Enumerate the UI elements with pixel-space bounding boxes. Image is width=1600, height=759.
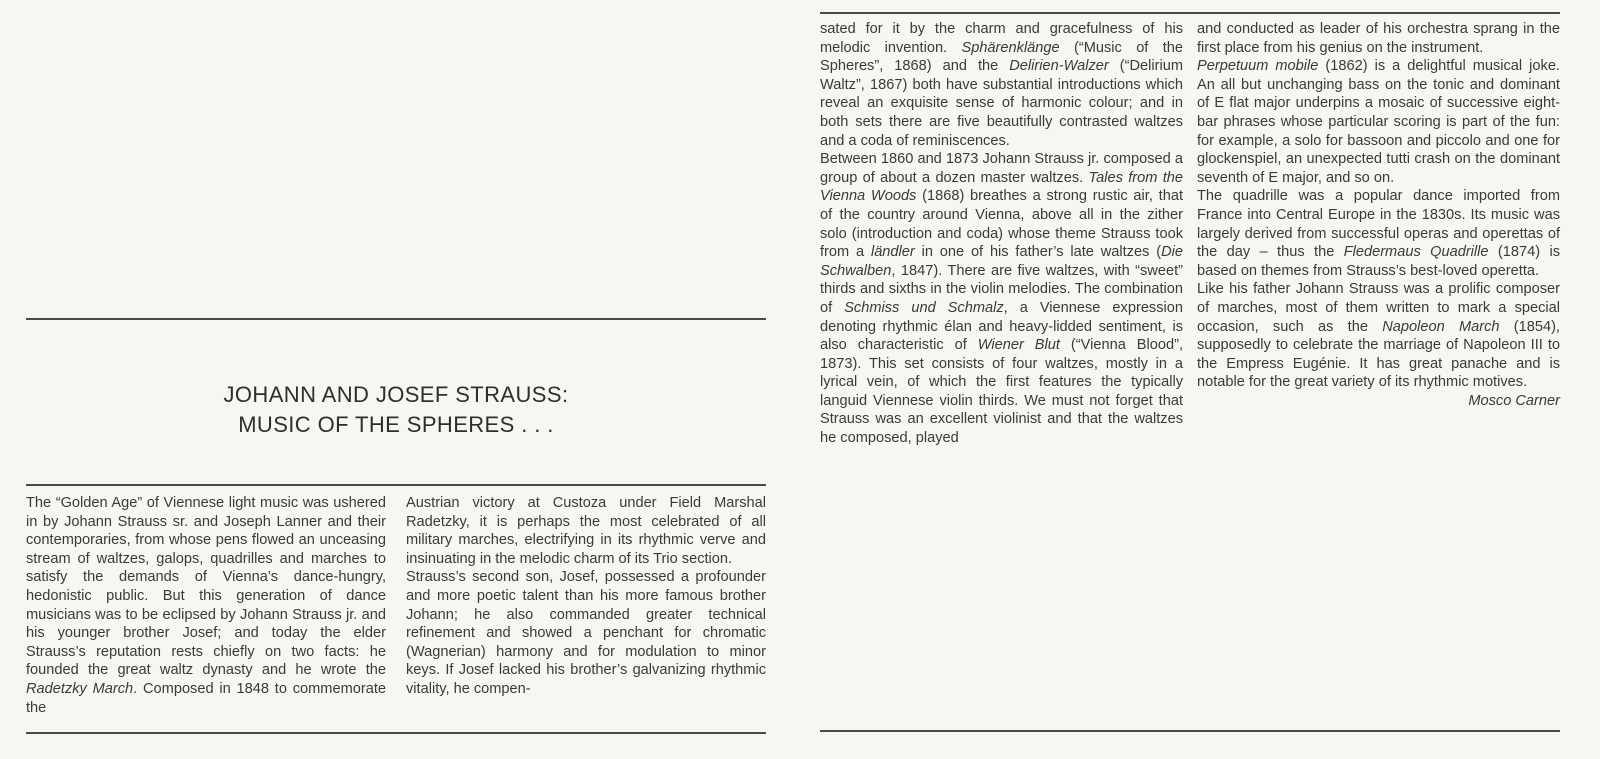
paragraph: and conducted as leader of his orchestra sprang in the first place from his genius on the instrument. <box>1197 21 1560 56</box>
paragraph: Perpetuum mobile (1862) is a delightful musical joke. An all but unchanging bass on the tonic and dominant of E flat major underpins a mosaic of successive eight-bar phrases whose particular scoring is part of the fun: for example, a solo for bassoon and piccolo and one for glockenspiel, an unexpected tutti crash on the dominant seventh of E major, and so on. <box>1197 58 1560 186</box>
title-bottom-rule <box>26 484 766 486</box>
paragraph: Austrian victory at Custoza under Field Marshal Radetzky, it is perhaps the most celebrated of all military marches, electrifying in its rhythmic verve and insinuating in the melodic charm of its Trio section. <box>406 495 766 567</box>
left-column-1 <box>26 494 386 717</box>
paragraph: Strauss’s second son, Josef, possessed a profounder and more poetic talent than his more famous brother Johann; he also commanded greater technical refinement and showed a penchant for chromatic (Wagnerian) harmony and for modulation to minor keys. If Josef lacked his brother’s galvanizing rhythmic vitality, he compen- <box>406 569 766 697</box>
top-rule <box>820 12 1560 14</box>
paragraph: The “Golden Age” of Viennese light music was ushered in by Johann Strauss sr. and Joseph Lanner and their contemporaries, from whose pens flowed an unceasing stream of waltzes, galops, quadrilles and marches to satisfy the demands of Vienna’s dance-hungry, hedonistic public. But this generation of dance musicians was to be eclipsed by Johann Strauss jr. and his younger brother Josef; and today the elder Strauss’s reputation rests chiefly on two facts: he founded the great waltz dynasty and he wrote the Radetzky March. Composed in 1848 to commemorate the <box>26 495 386 716</box>
paragraph: The quadrille was a popular dance imported from France into Central Europe in the 1830s. Its music was largely derived from successful operas and operettas of the day – thus the Fledermaus Quadrille (1874) is based on themes from Strauss’s best-loved operetta. <box>1197 188 1561 279</box>
paragraph: sated for it by the charm and gracefulness of his melodic invention. Sphärenklänge (“Music of the Spheres”, 1868) and the Delirien-Walzer (“Delirium Waltz”, 1867) both have substantial introductions which reveal an exquisite sense of harmonic colour; and in both sets there are five beautifully contrasted waltzes and a coda of reminiscences. <box>820 21 1183 149</box>
title-line-2: MUSIC OF THE SPHERES . . . <box>238 412 554 437</box>
right-column-1 <box>820 20 1183 448</box>
right-column-2 <box>1197 20 1560 410</box>
left-page <box>0 0 790 759</box>
title-line-1: JOHANN AND JOSEF STRAUSS: <box>223 382 569 407</box>
right-page <box>800 0 1600 759</box>
page-title <box>26 380 766 440</box>
paragraph: Between 1860 and 1873 Johann Strauss jr. composed a group of about a dozen master waltzes. Tales from the Vienna Woods (1868) breathes a strong rustic air, that of the country around Vienna, above all in the zither solo (introduction and coda) whose theme Strauss took from a ländler in one of his father’s late waltzes (Die Schwalben, 1847). There are five waltzes, with “sweet” thirds and sixths in the violin melodies. The combination of Schmiss und Schmalz, a Viennese expression denoting rhythmic élan and heavy-lidded sentiment, is also characteristic of Wiener Blut (“Vienna Blood”, 1873). This set consists of four waltzes, mostly in a lyrical vein, of which the first features the typically languid Viennese violin thirds. We must not forget that Strauss was an excellent violinist and that the waltzes he composed, played <box>820 151 1184 447</box>
bottom-rule <box>820 730 1560 732</box>
paragraph: Like his father Johann Strauss was a prolific composer of marches, most of them written to mark a special occasion, such as the Napoleon March (1854), supposedly to celebrate the marriage of Napoleon III to the Empress Eugénie. It has great panache and is notable for the great variety of its rhythmic motives. <box>1197 281 1560 391</box>
left-column-2 <box>406 494 766 699</box>
author-signature: Mosco Carner <box>1468 392 1560 409</box>
top-rule <box>26 318 766 320</box>
bottom-rule <box>26 732 766 734</box>
